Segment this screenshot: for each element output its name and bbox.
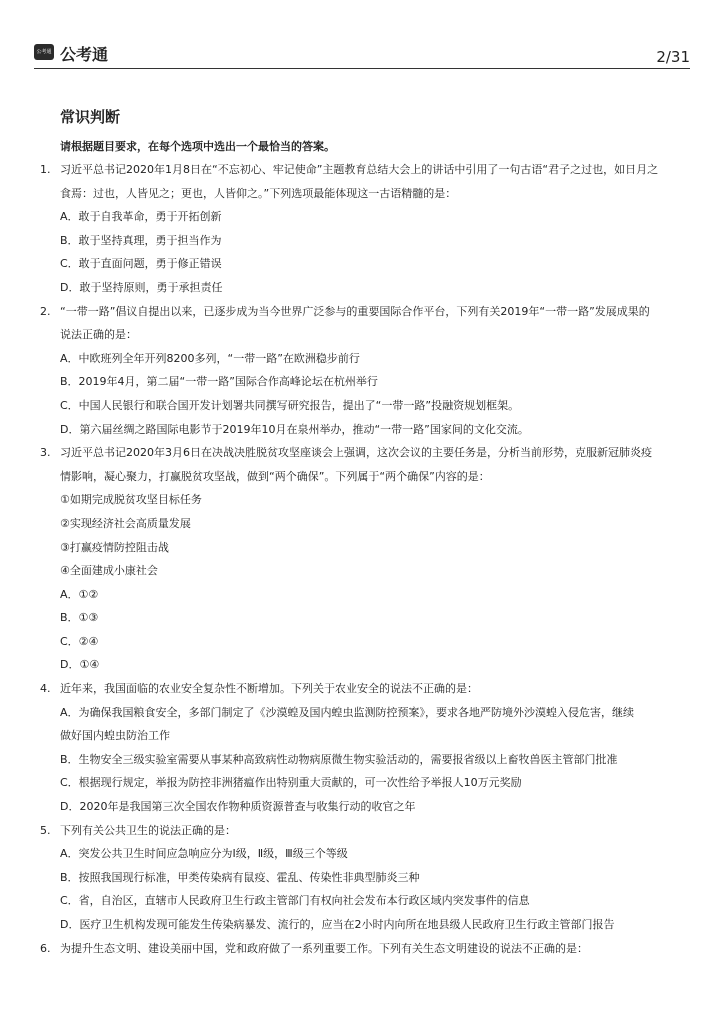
- option-a-continued: 做好国内蝗虫防治工作: [60, 729, 170, 743]
- logo-badge-text: 公考通: [36, 49, 52, 55]
- statement-4: ④全面建成小康社会: [60, 564, 158, 578]
- option-d: D．2020年是我国第三次全国农作物种质资源普查与收集行动的收官之年: [60, 800, 416, 814]
- stem-line: 食焉：过也，人皆见之；更也，人皆仰之。”下列选项最能体现这一古语精髓的是：: [60, 186, 457, 200]
- option-a: A．敢于自我革命，勇于开拓创新: [60, 210, 222, 224]
- question-number: 2.: [40, 304, 51, 318]
- question-number: 6.: [40, 941, 51, 955]
- option-d: D．医疗卫生机构发现可能发生传染病暴发、流行的，应当在2小时内向所在地县级人民政府卫生行政主管部门报告: [60, 918, 615, 931]
- stem-line: “一带一路”倡议自提出以来，已逐步成为当今世界广泛参与的重要国际合作平台，下列有关2019年“一带一路”发展成果的: [60, 304, 650, 318]
- page-header: [34, 40, 690, 69]
- section-instruction: 请根据题目要求，在每个选项中选出一个最恰当的答案。: [60, 140, 335, 153]
- question-list: [40, 158, 694, 960]
- option-c: C．根据现行规定，举报为防控非洲猪瘟作出特别重大贡献的，可一次性给予举报人10万元奖励: [60, 776, 522, 790]
- question-number: 4.: [40, 682, 51, 696]
- option-c: C．敢于直面问题，勇于修正错误: [60, 257, 222, 271]
- page-number: 2/31: [656, 48, 690, 66]
- stem-line: 习近平总书记2020年1月8日在“不忘初心、牢记使命”主题教育总结大会上的讲话中引用了一句古语“君子之过也，如日月之: [60, 163, 659, 176]
- question-6-stem: [40, 937, 694, 961]
- question-2-stem: [40, 300, 694, 324]
- option-d: D．①④: [60, 658, 100, 672]
- option-c: C．省，自治区，直辖市人民政府卫生行政主管部门有权向社会发布本行政区域内突发事件的信息: [60, 894, 530, 908]
- stem-line: 说法正确的是：: [60, 328, 137, 342]
- question-3-stem: [40, 441, 694, 465]
- option-c: C．②④: [60, 634, 99, 648]
- option-a: A．①②: [60, 587, 99, 601]
- question-5-stem: [40, 819, 694, 843]
- logo-text: 公考通: [60, 45, 109, 64]
- option-a: A．突发公共卫生时间应急响应分为Ⅰ级，Ⅱ级，Ⅲ级三个等级: [60, 847, 348, 861]
- section-title: 常识判断: [60, 108, 121, 126]
- option-d: D．敢于坚持原则，勇于承担责任: [60, 280, 223, 294]
- stem-line: 下列有关公共卫生的说法正确的是：: [60, 823, 236, 837]
- option-b: B．按照我国现行标准，甲类传染病有鼠疫、霍乱、传染性非典型肺炎三种: [60, 870, 420, 884]
- statement-1: ①如期完成脱贫攻坚目标任务: [60, 493, 202, 507]
- question-number: 1.: [40, 163, 51, 176]
- option-b: B．2019年4月，第二届“一带一路”国际合作高峰论坛在杭州举行: [60, 375, 378, 389]
- option-b: B．①③: [60, 611, 99, 625]
- statement-2: ②实现经济社会高质量发展: [60, 516, 191, 530]
- stem-line: 习近平总书记2020年3月6日在决战决胜脱贫攻坚座谈会上强调，这次会议的主要任务是，分析当前形势，克服新冠肺炎疫: [60, 446, 652, 460]
- logo-icon: [34, 44, 54, 60]
- stem-line: 为提升生态文明、建设美丽中国，党和政府做了一系列重要工作。下列有关生态文明建设的说法不正确的是：: [60, 941, 588, 955]
- question-number: 3.: [40, 446, 51, 460]
- statement-3: ③打赢疫情防控阻击战: [60, 540, 169, 554]
- option-a: A．中欧班列全年开列8200多列，“一带一路”在欧洲稳步前行: [60, 351, 360, 365]
- stem-line: 情影响，凝心聚力，打赢脱贫攻坚战，做到“两个确保”。下列属于“两个确保”内容的是：: [60, 469, 490, 483]
- option-c: C．中国人民银行和联合国开发计划署共同撰写研究报告，提出了“一带一路”投融资规划框架。: [60, 398, 520, 412]
- option-d: D．第六届丝绸之路国际电影节于2019年10月在泉州举办，推动“一带一路”国家间的文化交流。: [60, 422, 529, 436]
- stem-line: 近年来，我国面临的农业安全复杂性不断增加。下列关于农业安全的说法不正确的是：: [60, 682, 478, 696]
- option-b: B．生物安全三级实验室需要从事某种高致病性动物病原微生物实验活动的，需要报省级以上畜牧兽医主管部门批准: [60, 752, 618, 766]
- option-b: B．敢于坚持真理，勇于担当作为: [60, 233, 222, 247]
- option-a: A．为确保我国粮食安全，多部门制定了《沙漠蝗及国内蝗虫监测防控预案》，要求各地严防境外沙漠蝗入侵危害，继续: [60, 705, 635, 719]
- question-number: 5.: [40, 823, 51, 837]
- question-4-stem: [40, 677, 694, 701]
- question-1-stem: [40, 158, 694, 182]
